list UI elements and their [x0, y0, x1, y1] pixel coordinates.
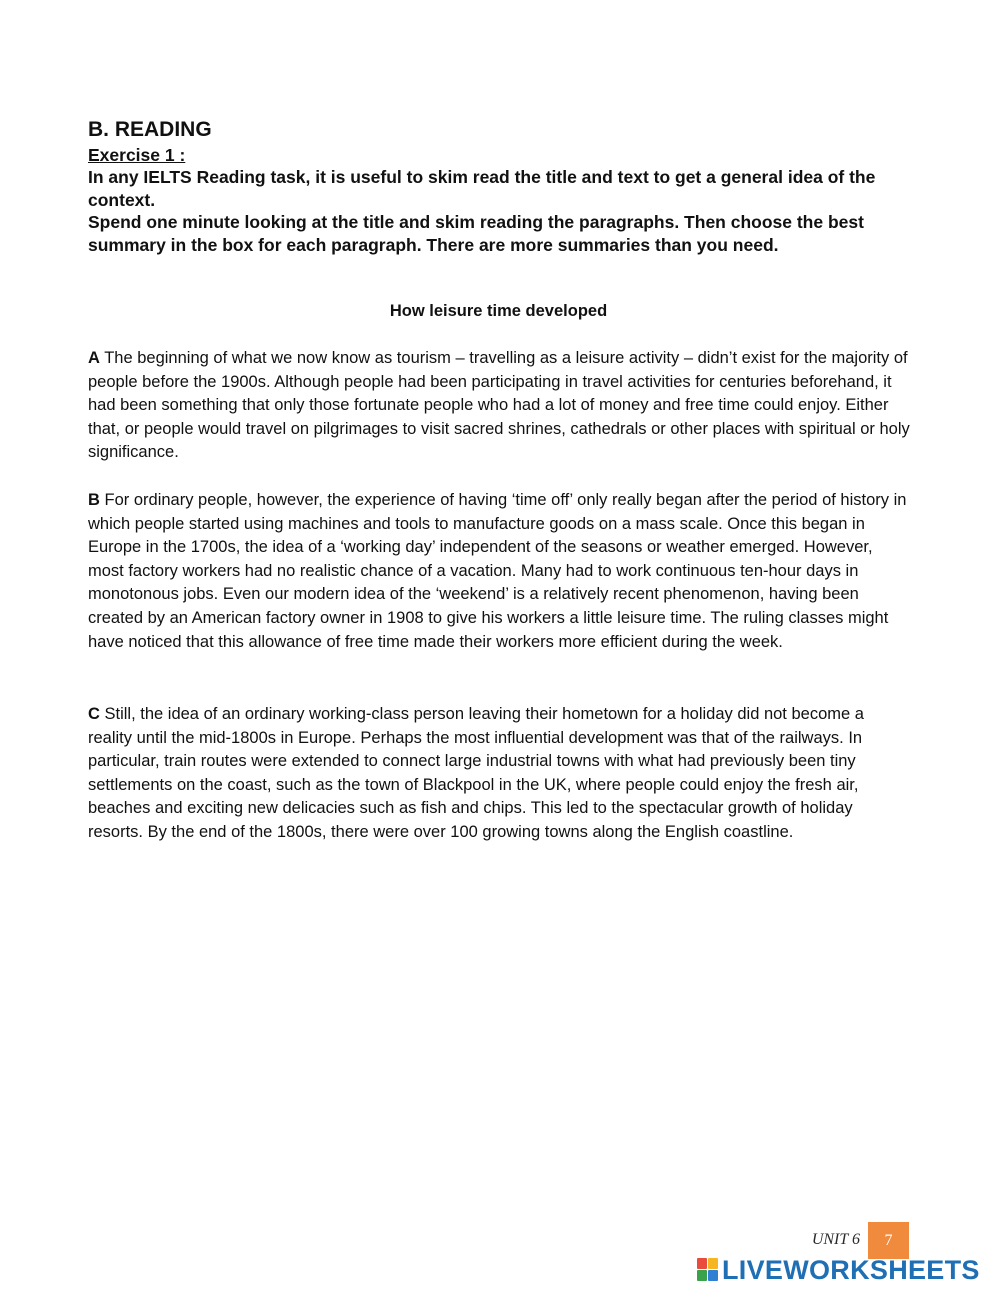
section-heading: B. READING — [88, 118, 212, 141]
instruction-task: Spend one minute looking at the title and skim reading the paragraphs. Then choose the best summary in the box for each paragraph. There are more summaries than you need. — [88, 212, 864, 255]
liveworksheets-logo-icon — [697, 1258, 719, 1282]
paragraph-c — [88, 703, 910, 845]
page-number: 7 — [868, 1222, 909, 1259]
unit-label: UNIT 6 — [811, 1231, 860, 1248]
brand-name: LIVEWORKSHEETS — [722, 1255, 980, 1285]
liveworksheets-brand[interactable] — [697, 1256, 980, 1284]
paragraph-letter: B — [88, 491, 100, 509]
reading-text-title: How leisure time developed — [389, 302, 608, 320]
exercise-label: Exercise 1 : — [88, 145, 186, 165]
paragraph-body: For ordinary people, however, the experience of having ‘time off’ only really began after the period of history in which people started using machines and tools to manufacture goods on a mass scale. Once this began in Europe in the 1700s, the idea of a ‘working day’ independent of the seasons or weather emerged. However, most factory workers had no realistic chance of a vacation. Many had to work continuous ten-hour days in monotonous jobs. Even our modern idea of the ‘weekend’ is a relatively recent phenomenon, having been created by an American factory owner in 1908 to give his workers a little leisure time. The ruling classes might have noticed that this allowance of free time made their workers more efficient during the week. — [88, 491, 907, 651]
paragraph-body: The beginning of what we now know as tourism – travelling as a leisure activity – didn’t exist for the majority of people before the 1900s. Although people had been participating in travel activities for centuries beforehand, it had been something that only those fortunate people who had a lot of money and free time could enjoy. Either that, or people would travel on pilgrimages to visit sacred shrines, cathedrals or other places with spiritual or holy significance. — [88, 349, 910, 462]
paragraph-letter: A — [88, 349, 100, 367]
instruction-skim: In any IELTS Reading task, it is useful to skim read the title and text to get a general idea of the context. — [88, 167, 876, 210]
paragraph-a — [88, 347, 910, 465]
paragraph-b — [88, 489, 910, 654]
paragraph-body: Still, the idea of an ordinary working-class person leaving their hometown for a holiday did not become a reality until the mid-1800s in Europe. Perhaps the most influential development was that of the railways. In particular, train routes were extended to connect large industrial towns with what had previously been tiny settlements on the coast, such as the town of Blackpool in the UK, where people could enjoy the fresh air, beaches and exciting new delicacies such as fish and chips. This led to the spectacular growth of holiday resorts. By the end of the 1800s, there were over 100 growing towns along the English coastline. — [88, 705, 864, 841]
paragraph-letter: C — [88, 705, 100, 723]
